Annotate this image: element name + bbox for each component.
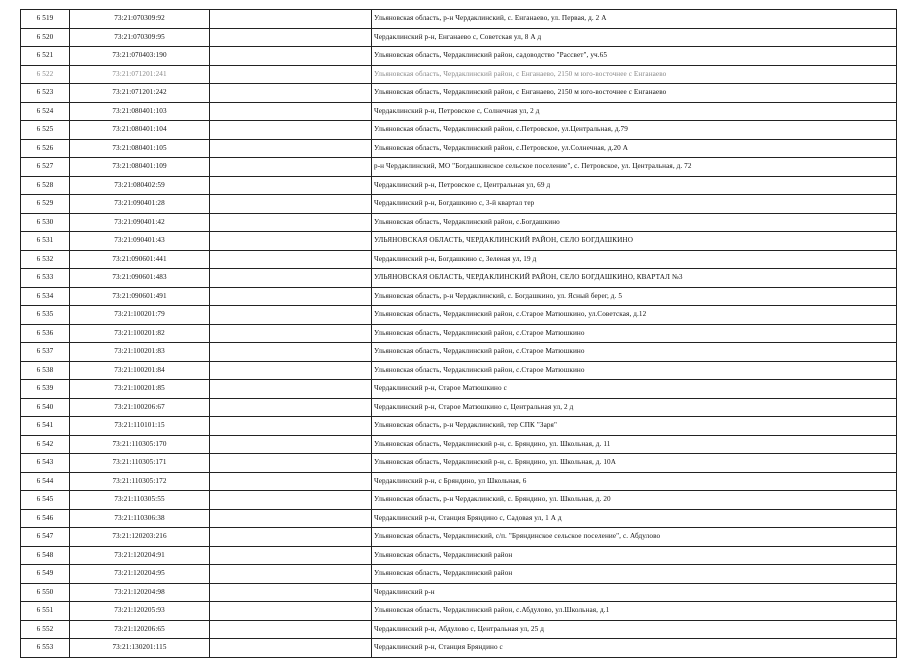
cadastral-number-cell: 73:21:100201:85 [70,380,210,399]
empty-cell [210,639,372,658]
cadastral-number-cell: 73:21:070403:190 [70,47,210,66]
empty-cell [210,213,372,232]
empty-cell [210,139,372,158]
table-row [21,287,897,306]
cadastral-number-cell: 73:21:120203:216 [70,528,210,547]
address-cell: Ульяновская область, Чердаклинский район, с.Старое Матюшкино [372,343,897,362]
cadastral-number-cell: 73:21:100206:67 [70,398,210,417]
cadastral-number-cell: 73:21:100201:79 [70,306,210,325]
table-row [21,509,897,528]
address-cell: Чердаклинский р-н, Петровское с, Солнечная ул, 2 д [372,102,897,121]
address-cell: Ульяновская область, Чердаклинский район, с.Абдулово, ул.Школьная, д.1 [372,602,897,621]
table-row [21,565,897,584]
cadastral-number-cell: 73:21:070309:95 [70,28,210,47]
table-row [21,620,897,639]
empty-cell [210,158,372,177]
row-number-cell: 6 549 [21,565,70,584]
cadastral-number-cell: 73:21:110101:15 [70,417,210,436]
table-row [21,398,897,417]
row-number-cell: 6 528 [21,176,70,195]
address-cell: Чердаклинский р-н, с Бряндино, ул Школьная, 6 [372,472,897,491]
address-cell: Чердаклинский р-н, Абдулово с, Центральная ул, 25 д [372,620,897,639]
row-number-cell: 6 525 [21,121,70,140]
cadastral-number-cell: 73:21:080401:104 [70,121,210,140]
table-row [21,435,897,454]
cadastral-number-cell: 73:21:110306:38 [70,509,210,528]
table-row [21,380,897,399]
empty-cell [210,102,372,121]
address-cell: Чердаклинский р-н [372,583,897,602]
address-cell: Ульяновская область, р-н Чердаклинский, с. Богдашкино, ул. Ясный берег, д. 5 [372,287,897,306]
table-row [21,472,897,491]
table-row [21,250,897,269]
table-row [21,47,897,66]
address-cell: р-н Чердаклинский, МО "Богдашкинское сельское поселение", с. Петровское, ул. Центральная, д. 72 [372,158,897,177]
row-number-cell: 6 533 [21,269,70,288]
cadastral-number-cell: 73:21:090601:483 [70,269,210,288]
cadastral-number-cell: 73:21:090401:42 [70,213,210,232]
cadastral-number-cell: 73:21:120206:65 [70,620,210,639]
empty-cell [210,528,372,547]
address-cell: УЛЬЯНОВСКАЯ ОБЛАСТЬ, ЧЕРДАКЛИНСКИЙ РАЙОН, СЕЛО БОГДАШКИНО [372,232,897,251]
address-cell: Чердаклинский р-н, Станция Бряндино с, Садовая ул, 1 А д [372,509,897,528]
empty-cell [210,509,372,528]
cadastral-number-cell: 73:21:090601:441 [70,250,210,269]
row-number-cell: 6 529 [21,195,70,214]
cadastral-number-cell: 73:21:070309:92 [70,10,210,29]
table-row [21,121,897,140]
address-cell: Ульяновская область, р-н Чердаклинский, с. Бряндино, ул. Школьная, д. 20 [372,491,897,510]
row-number-cell: 6 520 [21,28,70,47]
address-cell: Ульяновская область, р-н Чердаклинский, с. Енганаево, ул. Первая, д. 2 А [372,10,897,29]
row-number-cell: 6 531 [21,232,70,251]
address-cell: Ульяновская область, Чердаклинский район, садоводство "Рассвет", уч.65 [372,47,897,66]
table-row [21,28,897,47]
address-cell: Ульяновская область, Чердаклинский район, с.Старое Матюшкино, ул.Советская, д.12 [372,306,897,325]
empty-cell [210,491,372,510]
table-row [21,232,897,251]
empty-cell [210,306,372,325]
row-number-cell: 6 542 [21,435,70,454]
empty-cell [210,10,372,29]
cadastral-number-cell: 73:21:071201:241 [70,65,210,84]
empty-cell [210,546,372,565]
empty-cell [210,454,372,473]
row-number-cell: 6 540 [21,398,70,417]
table-row [21,343,897,362]
address-cell: Чердаклинский р-н, Енганаево с, Советская ул, 8 А д [372,28,897,47]
row-number-cell: 6 526 [21,139,70,158]
empty-cell [210,380,372,399]
cadastral-number-cell: 73:21:110305:172 [70,472,210,491]
empty-cell [210,472,372,491]
empty-cell [210,47,372,66]
cadastral-number-cell: 73:21:120204:95 [70,565,210,584]
row-number-cell: 6 534 [21,287,70,306]
empty-cell [210,28,372,47]
table-row [21,306,897,325]
cadastral-number-cell: 73:21:120204:91 [70,546,210,565]
empty-cell [210,250,372,269]
row-number-cell: 6 532 [21,250,70,269]
row-number-cell: 6 536 [21,324,70,343]
table-row [21,195,897,214]
address-cell: Ульяновская область, Чердаклинский район [372,565,897,584]
cadastral-number-cell: 73:21:071201:242 [70,84,210,103]
table-row [21,528,897,547]
cadastral-number-cell: 73:21:120205:93 [70,602,210,621]
empty-cell [210,583,372,602]
cadastral-number-cell: 73:21:090401:28 [70,195,210,214]
row-number-cell: 6 535 [21,306,70,325]
empty-cell [210,620,372,639]
empty-cell [210,398,372,417]
row-number-cell: 6 537 [21,343,70,362]
cadastral-number-cell: 73:21:110305:171 [70,454,210,473]
empty-cell [210,65,372,84]
cadastral-number-cell: 73:21:130201:115 [70,639,210,658]
cadastral-number-cell: 73:21:090401:43 [70,232,210,251]
empty-cell [210,565,372,584]
row-number-cell: 6 527 [21,158,70,177]
table-row [21,361,897,380]
row-number-cell: 6 522 [21,65,70,84]
cadastral-number-cell: 73:21:080402:59 [70,176,210,195]
document-page [20,9,897,658]
table-row [21,102,897,121]
cadastral-number-cell: 73:21:110305:170 [70,435,210,454]
table-row [21,417,897,436]
cadastral-number-cell: 73:21:080401:109 [70,158,210,177]
empty-cell [210,602,372,621]
table-row [21,491,897,510]
row-number-cell: 6 551 [21,602,70,621]
empty-cell [210,287,372,306]
cadastral-number-cell: 73:21:110305:55 [70,491,210,510]
table-row [21,546,897,565]
address-cell: УЛЬЯНОВСКАЯ ОБЛАСТЬ, ЧЕРДАКЛИНСКИЙ РАЙОН, СЕЛО БОГДАШКИНО, КВАРТАЛ №3 [372,269,897,288]
address-cell: Ульяновская область, Чердаклинский район, с.Старое Матюшкино [372,324,897,343]
table-row [21,583,897,602]
row-number-cell: 6 544 [21,472,70,491]
table-row [21,213,897,232]
empty-cell [210,324,372,343]
row-number-cell: 6 552 [21,620,70,639]
table-row [21,10,897,29]
empty-cell [210,121,372,140]
cadastral-number-cell: 73:21:100201:84 [70,361,210,380]
address-cell: Чердаклинский р-н, Богдашкино с, 3-й квартал тер [372,195,897,214]
table-row [21,602,897,621]
address-cell: Ульяновская область, Чердаклинский район, с Енганаево, 2150 м юго-восточнее с Енганаево [372,65,897,84]
row-number-cell: 6 545 [21,491,70,510]
address-cell: Ульяновская область, Чердаклинский р-н, с. Бряндино, ул. Школьная, д. 11 [372,435,897,454]
empty-cell [210,269,372,288]
row-number-cell: 6 548 [21,546,70,565]
row-number-cell: 6 541 [21,417,70,436]
empty-cell [210,176,372,195]
row-number-cell: 6 550 [21,583,70,602]
row-number-cell: 6 524 [21,102,70,121]
address-cell: Чердаклинский р-н, Станция Бряндино с [372,639,897,658]
address-cell: Чердаклинский р-н, Старое Матюшкино с [372,380,897,399]
cadastral-number-cell: 73:21:100201:83 [70,343,210,362]
address-cell: Ульяновская область, Чердаклинский район, с.Петровское, ул.Солнечная, д.20 А [372,139,897,158]
empty-cell [210,84,372,103]
row-number-cell: 6 523 [21,84,70,103]
property-registry-table [20,9,897,658]
address-cell: Ульяновская область, Чердаклинский район [372,546,897,565]
table-row [21,324,897,343]
row-number-cell: 6 553 [21,639,70,658]
empty-cell [210,435,372,454]
table-row [21,269,897,288]
row-number-cell: 6 547 [21,528,70,547]
row-number-cell: 6 521 [21,47,70,66]
cadastral-number-cell: 73:21:120204:98 [70,583,210,602]
cadastral-number-cell: 73:21:090601:491 [70,287,210,306]
empty-cell [210,361,372,380]
address-cell: Ульяновская область, Чердаклинский район, с Енганаево, 2150 м юго-восточнее с Енганаево [372,84,897,103]
row-number-cell: 6 530 [21,213,70,232]
row-number-cell: 6 543 [21,454,70,473]
empty-cell [210,195,372,214]
table-row [21,454,897,473]
empty-cell [210,232,372,251]
address-cell: Чердаклинский р-н, Петровское с, Центральная ул, 69 д [372,176,897,195]
address-cell: Ульяновская область, Чердаклинский район, с.Богдашкино [372,213,897,232]
address-cell: Чердаклинский р-н, Богдашкино с, Зеленая ул, 19 д [372,250,897,269]
table-body [21,10,897,658]
cadastral-number-cell: 73:21:080401:105 [70,139,210,158]
row-number-cell: 6 538 [21,361,70,380]
table-row [21,176,897,195]
row-number-cell: 6 539 [21,380,70,399]
empty-cell [210,417,372,436]
address-cell: Ульяновская область, р-н Чердаклинский, тер СПК "Заря" [372,417,897,436]
table-row [21,158,897,177]
cadastral-number-cell: 73:21:080401:103 [70,102,210,121]
address-cell: Чердаклинский р-н, Старое Матюшкино с, Центральная ул, 2 д [372,398,897,417]
table-row [21,65,897,84]
row-number-cell: 6 519 [21,10,70,29]
cadastral-number-cell: 73:21:100201:82 [70,324,210,343]
address-cell: Ульяновская область, Чердаклинский р-н, с. Бряндино, ул. Школьная, д. 10А [372,454,897,473]
address-cell: Ульяновская область, Чердаклинский район, с.Петровское, ул.Центральная, д.79 [372,121,897,140]
row-number-cell: 6 546 [21,509,70,528]
table-row [21,84,897,103]
empty-cell [210,343,372,362]
table-row [21,139,897,158]
address-cell: Ульяновская область, Чердаклинский район, с.Старое Матюшкино [372,361,897,380]
address-cell: Ульяновская область, Чердаклинский, с/п. "Бряндинское сельское поселение", с. Абдулово [372,528,897,547]
table-row [21,639,897,658]
